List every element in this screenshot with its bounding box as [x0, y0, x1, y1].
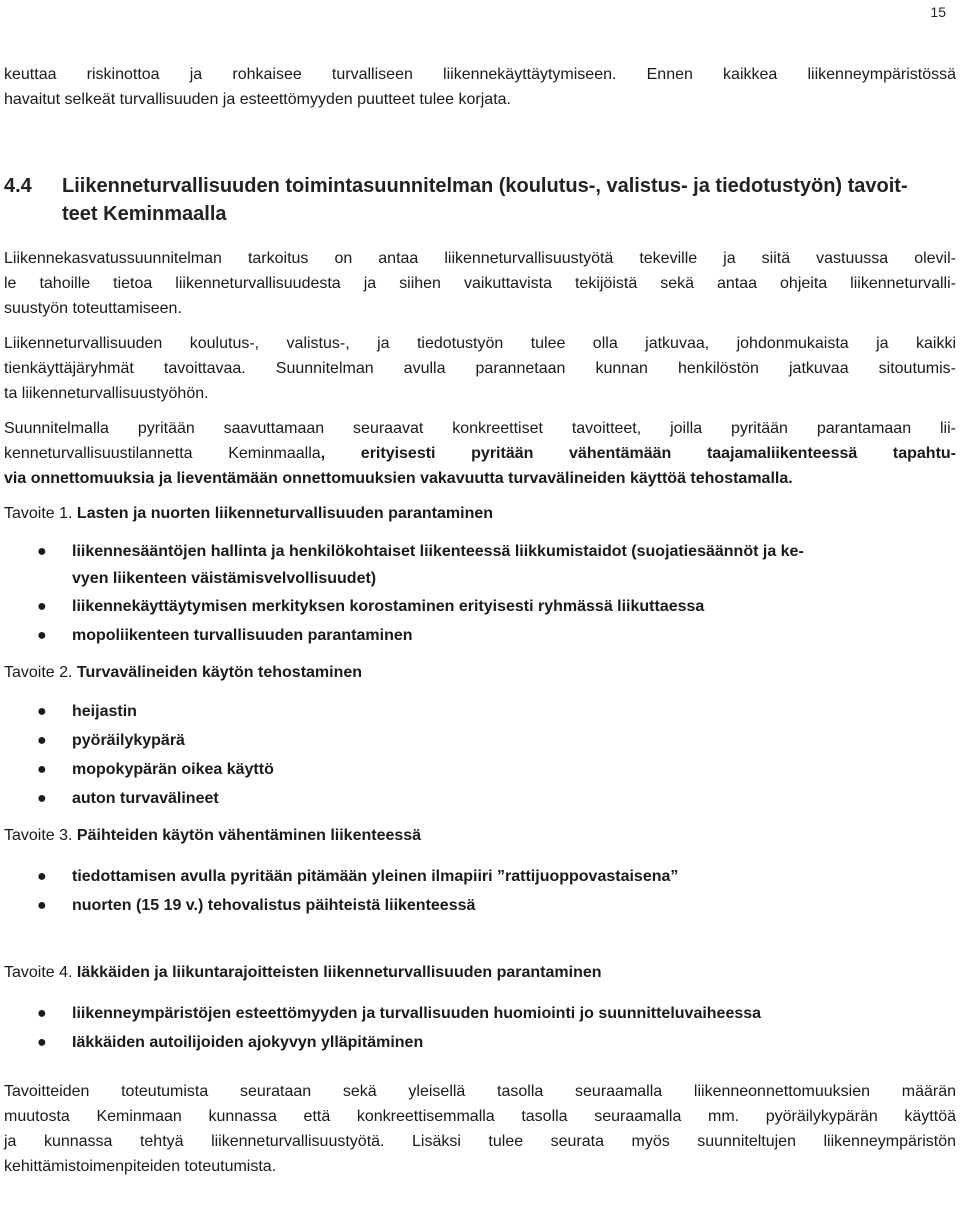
list-item [4, 755, 956, 784]
list-item-text: Iäkkäiden autoilijoiden ajokyvyn ylläpitäminen [72, 1034, 424, 1051]
bullet-icon: ● [37, 627, 47, 644]
section-number: 4.4 [4, 175, 32, 197]
goal-list [4, 538, 956, 650]
bullet-icon: ● [37, 598, 47, 615]
bullet-icon: ● [37, 868, 47, 885]
bullet-icon: ● [37, 790, 47, 807]
goal-title [4, 501, 956, 526]
list-item [4, 891, 956, 920]
text-line: Liikennekasvatussuunnitelman tarkoitus on antaa liikenneturvallisuustyötä tekeville ja siitä vastuussa olevil- [4, 250, 956, 267]
goal-heading: Iäkkäiden ja liikuntarajoitteisten liikenneturvallisuuden parantaminen [72, 964, 602, 981]
text-line: muutosta Keminmaan kunnassa että konkreettisemmalla tasolla seuraamalla mm. pyöräilykypärän käyttöä [4, 1108, 956, 1125]
text-normal: kenneturvallisuustilannetta Keminmaalla [4, 445, 321, 462]
text-bold: , erityisesti pyritään vähentämään taajamaliikenteessä tapahtu- [320, 445, 957, 462]
text-line: keuttaa riskinottoa ja rohkaisee turvalliseen liikennekäyttäytymiseen. Ennen kaikkea liikenneympäristössä [4, 66, 956, 83]
bullet-icon: ● [37, 703, 47, 720]
goal-heading: Lasten ja nuorten liikenneturvallisuuden parantaminen [72, 505, 494, 522]
text-line: havaitut selkeät turvallisuuden ja esteettömyyden puutteet tulee korjata. [4, 91, 511, 108]
list-item-text: tiedottamisen avulla pyritään pitämään yleinen ilmapiiri ”rattijuoppovastaisena” [72, 868, 679, 885]
list-item-text: pyöräilykypärä [72, 732, 185, 749]
list-item [4, 784, 956, 813]
list-item [4, 999, 956, 1028]
text-line: ta liikenneturvallisuustyöhön. [4, 385, 209, 402]
list-item-text: liikennekäyttäytymisen merkityksen korostaminen erityisesti ryhmässä liikuttaessa [72, 598, 705, 615]
list-item [4, 538, 956, 565]
intro-paragraph [4, 62, 956, 112]
list-item-text: heijastin [72, 703, 137, 720]
goal-label: Tavoite 4. [4, 964, 73, 981]
paragraph-objectives [4, 416, 956, 491]
text-line: Liikenneturvallisuuden koulutus-, valistus-, ja tiedotustyön tulee olla jatkuvaa, johdonmukaista ja kaikki [4, 335, 956, 352]
text-line: tienkäyttäjäryhmät tavoittavaa. Suunnitelman avulla parannetaan kunnan henkilöstön jatkuvaa sitoutumis- [4, 360, 956, 377]
list-item-text: auton turvavälineet [72, 790, 219, 807]
paragraph-monitoring [4, 1079, 956, 1179]
bullet-icon: ● [37, 761, 47, 778]
list-item [4, 726, 956, 755]
heading-text: Liikenneturvallisuuden toimintasuunnitelman (koulutus-, valistus- ja tiedotustyön) tavoit- [62, 175, 908, 197]
list-item [4, 862, 956, 891]
list-item [4, 592, 956, 621]
list-item-text: liikenneympäristöjen esteettömyyden ja turvallisuuden huomiointi jo suunnitteluvaiheessa [72, 1005, 762, 1022]
text-line: ja kunnassa tehtyä liikenneturvallisuustyötä. Lisäksi tulee seurata myös suunniteltujen liikenneympäristön [4, 1133, 956, 1150]
goal-label: Tavoite 2. [4, 664, 73, 681]
text-line: suustyön toteuttamiseen. [4, 300, 182, 317]
list-item-text: nuorten (15 19 v.) tehovalistus päihteistä liikenteessä [72, 897, 476, 914]
goal-list [4, 999, 956, 1057]
page-number: 15 [930, 4, 946, 20]
text-line: Suunnitelmalla pyritään saavuttamaan seuraavat konkreettiset tavoitteet, joilla pyritään parantamaan lii- [4, 420, 956, 437]
bullet-icon: ● [37, 543, 47, 560]
bullet-icon: ● [37, 1034, 47, 1051]
list-item [4, 1028, 956, 1057]
text-line [4, 441, 956, 466]
document-body [4, 62, 956, 1179]
list-item-text: mopoliikenteen turvallisuuden parantaminen [72, 627, 413, 644]
list-item-text: vyen liikenteen väistämisvelvollisuudet) [72, 570, 377, 587]
list-item-text: liikennesääntöjen hallinta ja henkilökohtaiset liikenteessä liikkumistaidot (suojatiesäännöt ja ke- [72, 543, 804, 560]
goal-list [4, 697, 956, 813]
text-line: Tavoitteiden toteutumista seurataan sekä yleisellä tasolla seuraamalla liikenneonnettomuuksien määrän [4, 1083, 956, 1100]
goal-label: Tavoite 1. [4, 505, 73, 522]
list-item-text: mopokypärän oikea käyttö [72, 761, 274, 778]
section-heading [4, 172, 956, 228]
paragraph-training [4, 331, 956, 406]
text-line: via onnettomuuksia ja lieventämään onnettomuuksien vakavuutta turvavälineiden käyttöä tehostamalla. [4, 470, 793, 487]
goal-title [4, 960, 956, 985]
heading-line [4, 172, 956, 200]
bullet-icon: ● [37, 732, 47, 749]
bullet-icon: ● [37, 1005, 47, 1022]
paragraph-purpose [4, 246, 956, 321]
heading-line: teet Keminmaalla [62, 203, 227, 225]
goal-title [4, 823, 956, 848]
list-item [4, 697, 956, 726]
goal-heading: Päihteiden käytön vähentäminen liikenteessä [72, 827, 422, 844]
goal-list [4, 862, 956, 920]
goal-title [4, 660, 956, 685]
text-line: le tahoille tietoa liikenneturvallisuudesta ja siihen vaikuttavista tekijöistä sekä antaa ohjeita liikenneturvalli- [4, 275, 956, 292]
goal-heading: Turvavälineiden käytön tehostaminen [72, 664, 363, 681]
bullet-icon: ● [37, 897, 47, 914]
list-item-continuation [4, 565, 956, 592]
text-line: kehittämistoimenpiteiden toteutumista. [4, 1158, 277, 1175]
list-item [4, 621, 956, 650]
goal-label: Tavoite 3. [4, 827, 73, 844]
